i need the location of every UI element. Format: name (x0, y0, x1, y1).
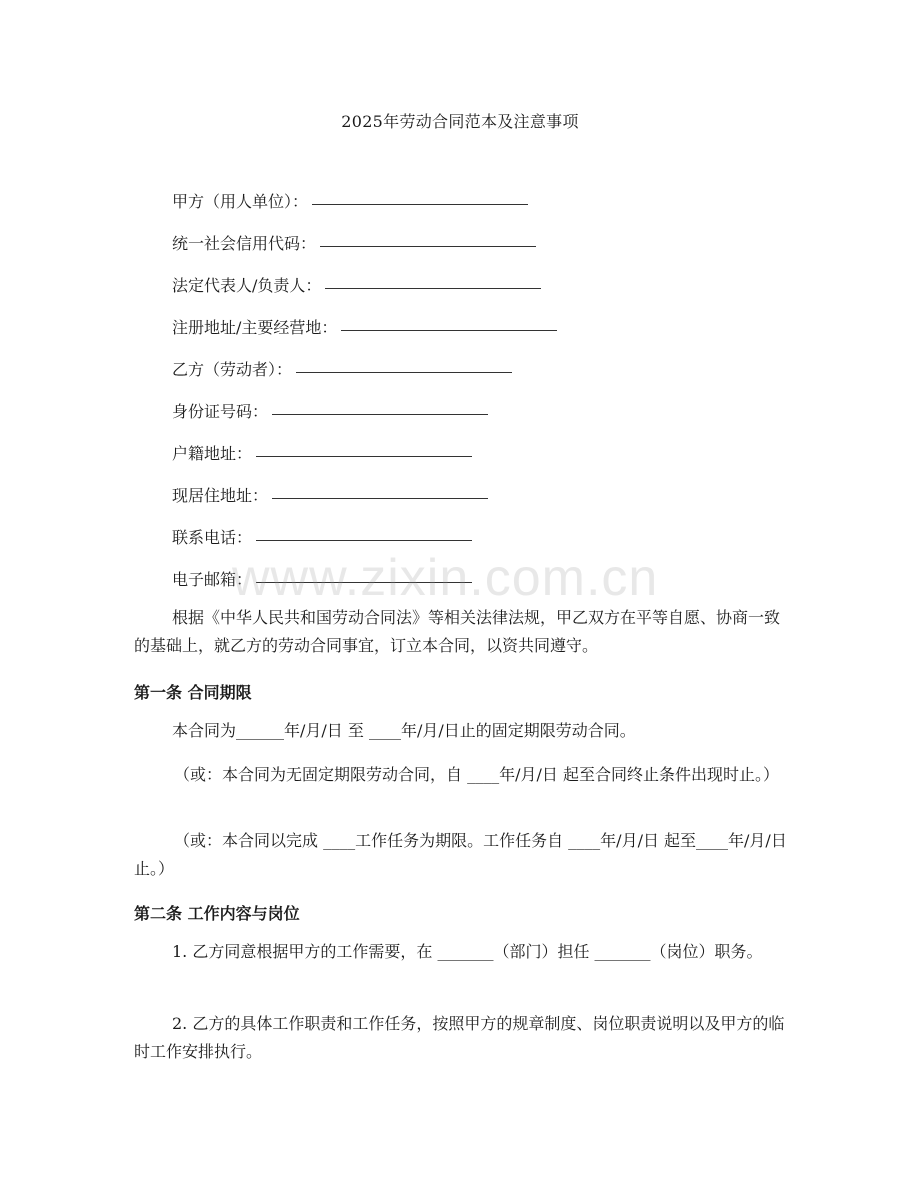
phone-field (172, 525, 472, 549)
article-2-paragraph-2: 2. 乙方的具体工作职责和工作任务，按照甲方的规章制度、岗位职责说明以及甲方的临时工作安排执行。 (134, 1014, 785, 1061)
fill-blank[interactable] (296, 357, 512, 373)
article-1-paragraph-3: （或：本合同以完成 ____工作任务为期限。工作任务自 ____年/月/日 起至____年/月/日 止。） (134, 831, 787, 878)
fill-blank[interactable] (312, 189, 528, 205)
field-label: 联系电话： (172, 528, 253, 547)
fill-blank[interactable] (325, 273, 541, 289)
article-2-heading: 第二条 工作内容与岗位 (134, 904, 300, 923)
fill-blank[interactable] (341, 315, 557, 331)
document-title: 2025年劳动合同范本及注意事项 (341, 112, 579, 131)
current-address-field (172, 483, 488, 507)
article-1-heading: 第一条 合同期限 (134, 683, 252, 702)
article-2-paragraph-1: 1. 乙方同意根据甲方的工作需要，在 _______（部门）担任 _______（岗位）职务。 (172, 942, 763, 961)
field-label: 现居住地址： (172, 486, 269, 505)
party-b-field (172, 357, 512, 381)
id-number-field (172, 399, 488, 423)
fill-blank[interactable] (256, 525, 472, 541)
field-label: 统一社会信用代码： (172, 234, 317, 253)
fill-blank[interactable] (256, 441, 472, 457)
field-label: 户籍地址： (172, 444, 253, 463)
fill-blank[interactable] (256, 567, 472, 583)
fill-blank[interactable] (320, 231, 536, 247)
fill-blank[interactable] (272, 483, 488, 499)
fill-blank[interactable] (272, 399, 488, 415)
field-label: 乙方（劳动者）： (172, 360, 293, 379)
field-label: 注册地址/主要经营地： (172, 318, 338, 337)
field-label: 电子邮箱： (172, 570, 253, 589)
email-field (172, 567, 472, 591)
field-label: 身份证号码： (172, 402, 269, 421)
credit-code-field (172, 231, 536, 255)
party-a-field (172, 189, 528, 213)
household-address-field (172, 441, 472, 465)
preamble-paragraph: 根据《中华人民共和国劳动合同法》等相关法律法规，甲乙双方在平等自愿、协商一致的基础上，就乙方的劳动合同事宜，订立本合同，以资共同遵守。 (134, 608, 781, 655)
field-label: 法定代表人/负责人： (172, 276, 322, 295)
legal-rep-field (172, 273, 541, 297)
article-1-paragraph-2: （或：本合同为无固定期限劳动合同，自 ____年/月/日 起至合同终止条件出现时止。） (174, 765, 779, 784)
field-label: 甲方（用人单位）： (172, 192, 309, 211)
article-1-paragraph-1: 本合同为______年/月/日 至 ____年/月/日止的固定期限劳动合同。 (172, 721, 636, 740)
registered-address-field (172, 315, 557, 339)
watermark: www.zixin.com.cn (232, 549, 659, 607)
